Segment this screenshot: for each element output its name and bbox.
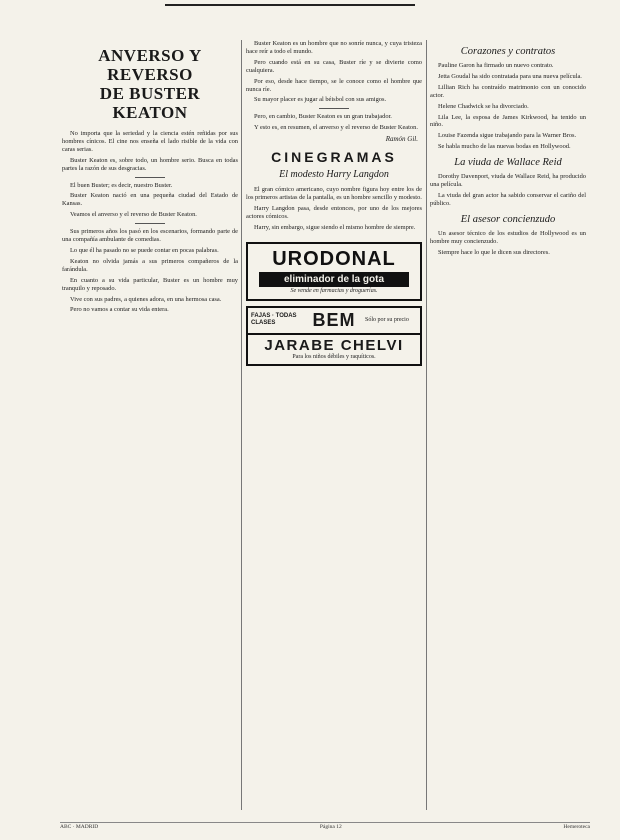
paragraph: Vive con sus padres, a quienes adora, en una hermosa casa. bbox=[70, 295, 222, 303]
paragraph: Keaton no olvida jamás a sus primeros compañeros de la farándula. bbox=[62, 257, 238, 273]
column-3 bbox=[430, 40, 586, 818]
paragraph: En cuanto a su vida particular, Buster es un hombre muy tranquilo y reposado. bbox=[62, 276, 238, 292]
urodonal-ad-tagline: eliminador de la gota bbox=[259, 272, 409, 287]
paragraph: Pero cuando está en su casa, Buster ríe y se divierte como cualquiera. bbox=[246, 58, 422, 74]
footer-center: Página 12 bbox=[319, 824, 342, 830]
paragraph: Por eso, desde hace tiempo, se le conoce como el hombre que nunca ríe. bbox=[246, 77, 422, 93]
chelvi-ad bbox=[246, 335, 422, 366]
column-2 bbox=[246, 40, 422, 818]
urodonal-ad-name: URODONAL bbox=[272, 247, 396, 270]
chelvi-ad-name: JARABE CHELVI bbox=[264, 336, 404, 354]
paragraph: Jetta Goudal ha sido contratada para una nueva película. bbox=[438, 72, 582, 80]
top-rule bbox=[165, 4, 415, 6]
paragraph: Sus primeros años los pasó en los escenarios, formando parte de una compañía ambulante de comedias. bbox=[62, 228, 238, 244]
urodonal-ad-note: Se vende en farmacias y droguerías. bbox=[290, 287, 378, 294]
footer-left: ABC · MADRID bbox=[60, 824, 99, 830]
column-divider bbox=[426, 40, 427, 810]
paragraph: Pauline Garon ha firmado un nuevo contrato. bbox=[438, 62, 554, 69]
signature: Ramón Gil. bbox=[385, 135, 418, 144]
section-title: La viuda de Wallace Reid bbox=[454, 157, 562, 169]
section-title: El asesor concienzudo bbox=[460, 213, 556, 225]
paragraph: Buster Keaton nació en una pequeña ciudad del Estado de Kansas. bbox=[62, 192, 238, 208]
paragraph: Dorothy Davenport, viuda de Wallace Reid, ha producido una película. bbox=[430, 173, 586, 189]
paragraph: El buen Buster; es decir, nuestro Buster. bbox=[70, 181, 173, 189]
article-title bbox=[62, 46, 238, 122]
paragraph: La viuda del gran actor ha sabido conservar el cariño del público. bbox=[430, 191, 586, 207]
paragraph: Su mayor placer es jugar al béisbol con sus amigos. bbox=[254, 96, 387, 104]
paragraph: Un asesor técnico de los estudios de Hollywood es un hombre muy concienzudo. bbox=[430, 229, 586, 245]
article-title-line1: ANVERSO Y REVERSO bbox=[98, 46, 202, 84]
paragraph: Helene Chadwick se ha divorciado. bbox=[438, 102, 529, 110]
bem-ad-left: FAJAS · TODAS CLASES bbox=[251, 313, 297, 327]
chelvi-ad-note: Para los niños débiles y raquíticos. bbox=[292, 353, 376, 360]
paragraph: Louise Fazenda sigue trabajando para la Warner Bros. bbox=[438, 132, 577, 140]
paragraph: Y esto es, en resumen, el anverso y el reverso de Buster Keaton. bbox=[254, 124, 418, 132]
paragraph: Harry Langdon pasa, desde entonces, por uno de los mejores actores cómicos. bbox=[246, 204, 422, 220]
paragraph: Lillian Rich ha contraído matrimonio con un conocido actor. bbox=[430, 83, 586, 99]
paragraph: Harry, sin embargo, sigue siendo el mismo hombre de siempre. bbox=[254, 223, 416, 231]
article-title-line2: DE BUSTER KEATON bbox=[99, 84, 201, 122]
section-title: Corazones y contratos bbox=[460, 46, 556, 57]
paragraph: Buster Keaton es un hombre que no sonríe nunca, y cuya tristeza hace reír a todo el mundo. bbox=[246, 40, 422, 55]
paragraph: Pero no vamos a contar su vida entera. bbox=[70, 306, 169, 314]
paragraph: Pero, en cambio, Buster Keaton es un gran trabajador. bbox=[254, 113, 392, 121]
cinegramas-heading: CINEGRAMAS bbox=[271, 149, 397, 166]
paragraph: Veamos el anverso y el reverso de Buster Keaton. bbox=[70, 211, 197, 219]
paragraph: Lo que él ha pasado no se puede contar en pocas palabras. bbox=[70, 246, 219, 254]
column-divider bbox=[241, 40, 242, 810]
paragraph: Lila Lee, la esposa de James Kirkwood, ha tenido un niño. bbox=[430, 113, 586, 129]
bem-ad-brand: BEM bbox=[312, 309, 356, 330]
separator bbox=[135, 177, 165, 178]
urodonal-ad bbox=[246, 242, 422, 301]
separator bbox=[135, 223, 165, 224]
subhead: El modesto Harry Langdon bbox=[279, 169, 389, 181]
bem-ad-right: Sólo por su precio bbox=[365, 316, 409, 323]
separator bbox=[319, 108, 349, 109]
paragraph: Buster Keaton es, sobre todo, un hombre serio. Busca en todas partes la razón de sus desgracias. bbox=[62, 156, 238, 172]
paragraph: No importa que la seriedad y la ciencia estén reñidas por sus hombres cínicos. El cine nos enseña el lado risible de la vida con caras serias. bbox=[62, 130, 238, 153]
footer-right: Hemeroteca bbox=[563, 824, 590, 830]
paragraph: Siempre hace lo que le dicen sus directores. bbox=[438, 248, 550, 256]
bem-ad bbox=[246, 306, 422, 335]
column-1 bbox=[62, 40, 238, 818]
paragraph: El gran cómico americano, cuyo nombre figura hoy entre los de los primeros artistas de la pantalla, es un hombre sencillo y modesto. bbox=[246, 186, 422, 202]
page-footer bbox=[60, 822, 590, 832]
paragraph: Se habla mucho de las nuevas bodas en Hollywood. bbox=[438, 143, 571, 151]
